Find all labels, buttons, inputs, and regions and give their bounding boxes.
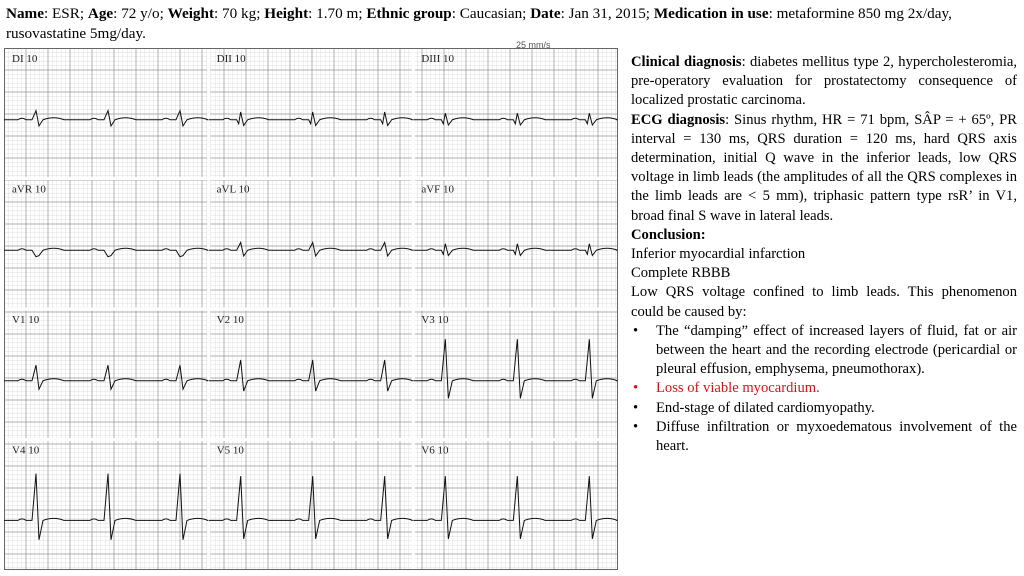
lead-trace [209,242,413,256]
causes-list [631,322,1017,456]
lead-trace [209,476,413,539]
cause-text: The “damping” effect of increased layers of fluid, fat or air between the heart and the recording electrode (pericardial or pleural effusion, emphysema, pneumothorax). [656,322,1017,378]
conclusion-line: Inferior myocardial infarction [631,246,806,263]
cause-item [631,399,1017,418]
date-label: Date [530,5,561,22]
lead-label: V6 10 [421,444,449,457]
lead-label: V2 10 [216,314,244,326]
conclusion-heading [631,226,1017,245]
lead-label: DIII 10 [421,53,455,65]
date-value: : Jan 31, 2015; [560,5,654,22]
paper-speed-label: 25 mm/s [516,40,551,50]
cause-text: Loss of viable myocardium. [656,380,820,397]
lead-label: V4 10 [12,444,40,457]
bullet-icon: • [633,418,639,435]
name-label: Name [6,5,44,22]
lead-label: V3 10 [421,314,449,326]
ecg-tracing [4,48,618,570]
conclusion-label: Conclusion: [631,226,706,243]
ecg-diagnosis-label: ECG diagnosis [631,111,726,128]
lead-label: V1 10 [12,314,40,326]
weight-label: Weight [167,5,215,22]
bullet-icon: • [633,322,639,339]
name-value: : ESR; [43,5,88,22]
medication-value: : metaformine 850 mg 2x/day, rusovastatine 5mg/day. [6,5,952,42]
ecg-diagnosis-text: : Sinus rhythm, HR = 71 bpm, SÂP = + 65º, PR interval = 130 ms, QRS duration = 120 ms, hard QRS axis determination, initial Q wave in the inferior leads, low QRS voltage in limb leads (the amplitudes of all the QRS complexes in the limb leads are < 5 mm), triphasic pattern type rsR’ in V1, broad final S wave in lateral leads. [631,111,1017,224]
cause-item [631,322,1017,380]
lead-label: aVL 10 [216,183,250,196]
lead-label: aVR 10 [12,183,46,196]
lead-label: DI 10 [12,53,38,65]
age-value: : 72 y/o; [113,5,168,22]
ecg-grid [4,48,618,570]
cause-text: Diffuse infiltration or myxoedematous involvement of the heart. [656,418,1017,455]
lead-label: DII 10 [216,53,246,65]
ecg-diagnosis [631,111,1017,226]
clinical-diagnosis [631,53,1017,111]
conclusion-line: Low QRS voltage confined to limb leads. This phenomenon could be caused by: [631,284,1017,320]
conclusion-line: Complete RBBB [631,265,731,282]
ethnic-value: : Caucasian; [451,5,531,22]
clinical-diagnosis-label: Clinical diagnosis [631,54,742,70]
cause-text: End-stage of dilated cardiomyopathy. [656,399,875,416]
height-label: Height [264,5,309,22]
height-value: : 1.70 m; [308,5,367,22]
lead-label: V5 10 [216,444,244,457]
weight-value: : 70 kg; [214,5,265,22]
age-label: Age [87,5,114,22]
ethnic-label: Ethnic group [366,5,452,22]
diagnosis-panel [631,53,1017,456]
clinical-diagnosis-text: : diabetes mellitus type 2, hypercholesteromia, pre-operatory evaluation for prostatectomy consequence of localized prostatic carcinoma. [631,54,1018,109]
medication-label: Medication in use [653,5,769,22]
bullet-icon: • [633,399,639,416]
cause-item [631,418,1017,456]
cause-item-highlighted [631,379,1017,398]
bullet-icon: • [633,380,639,397]
patient-header [6,4,1018,44]
lead-label: aVF 10 [421,183,455,196]
